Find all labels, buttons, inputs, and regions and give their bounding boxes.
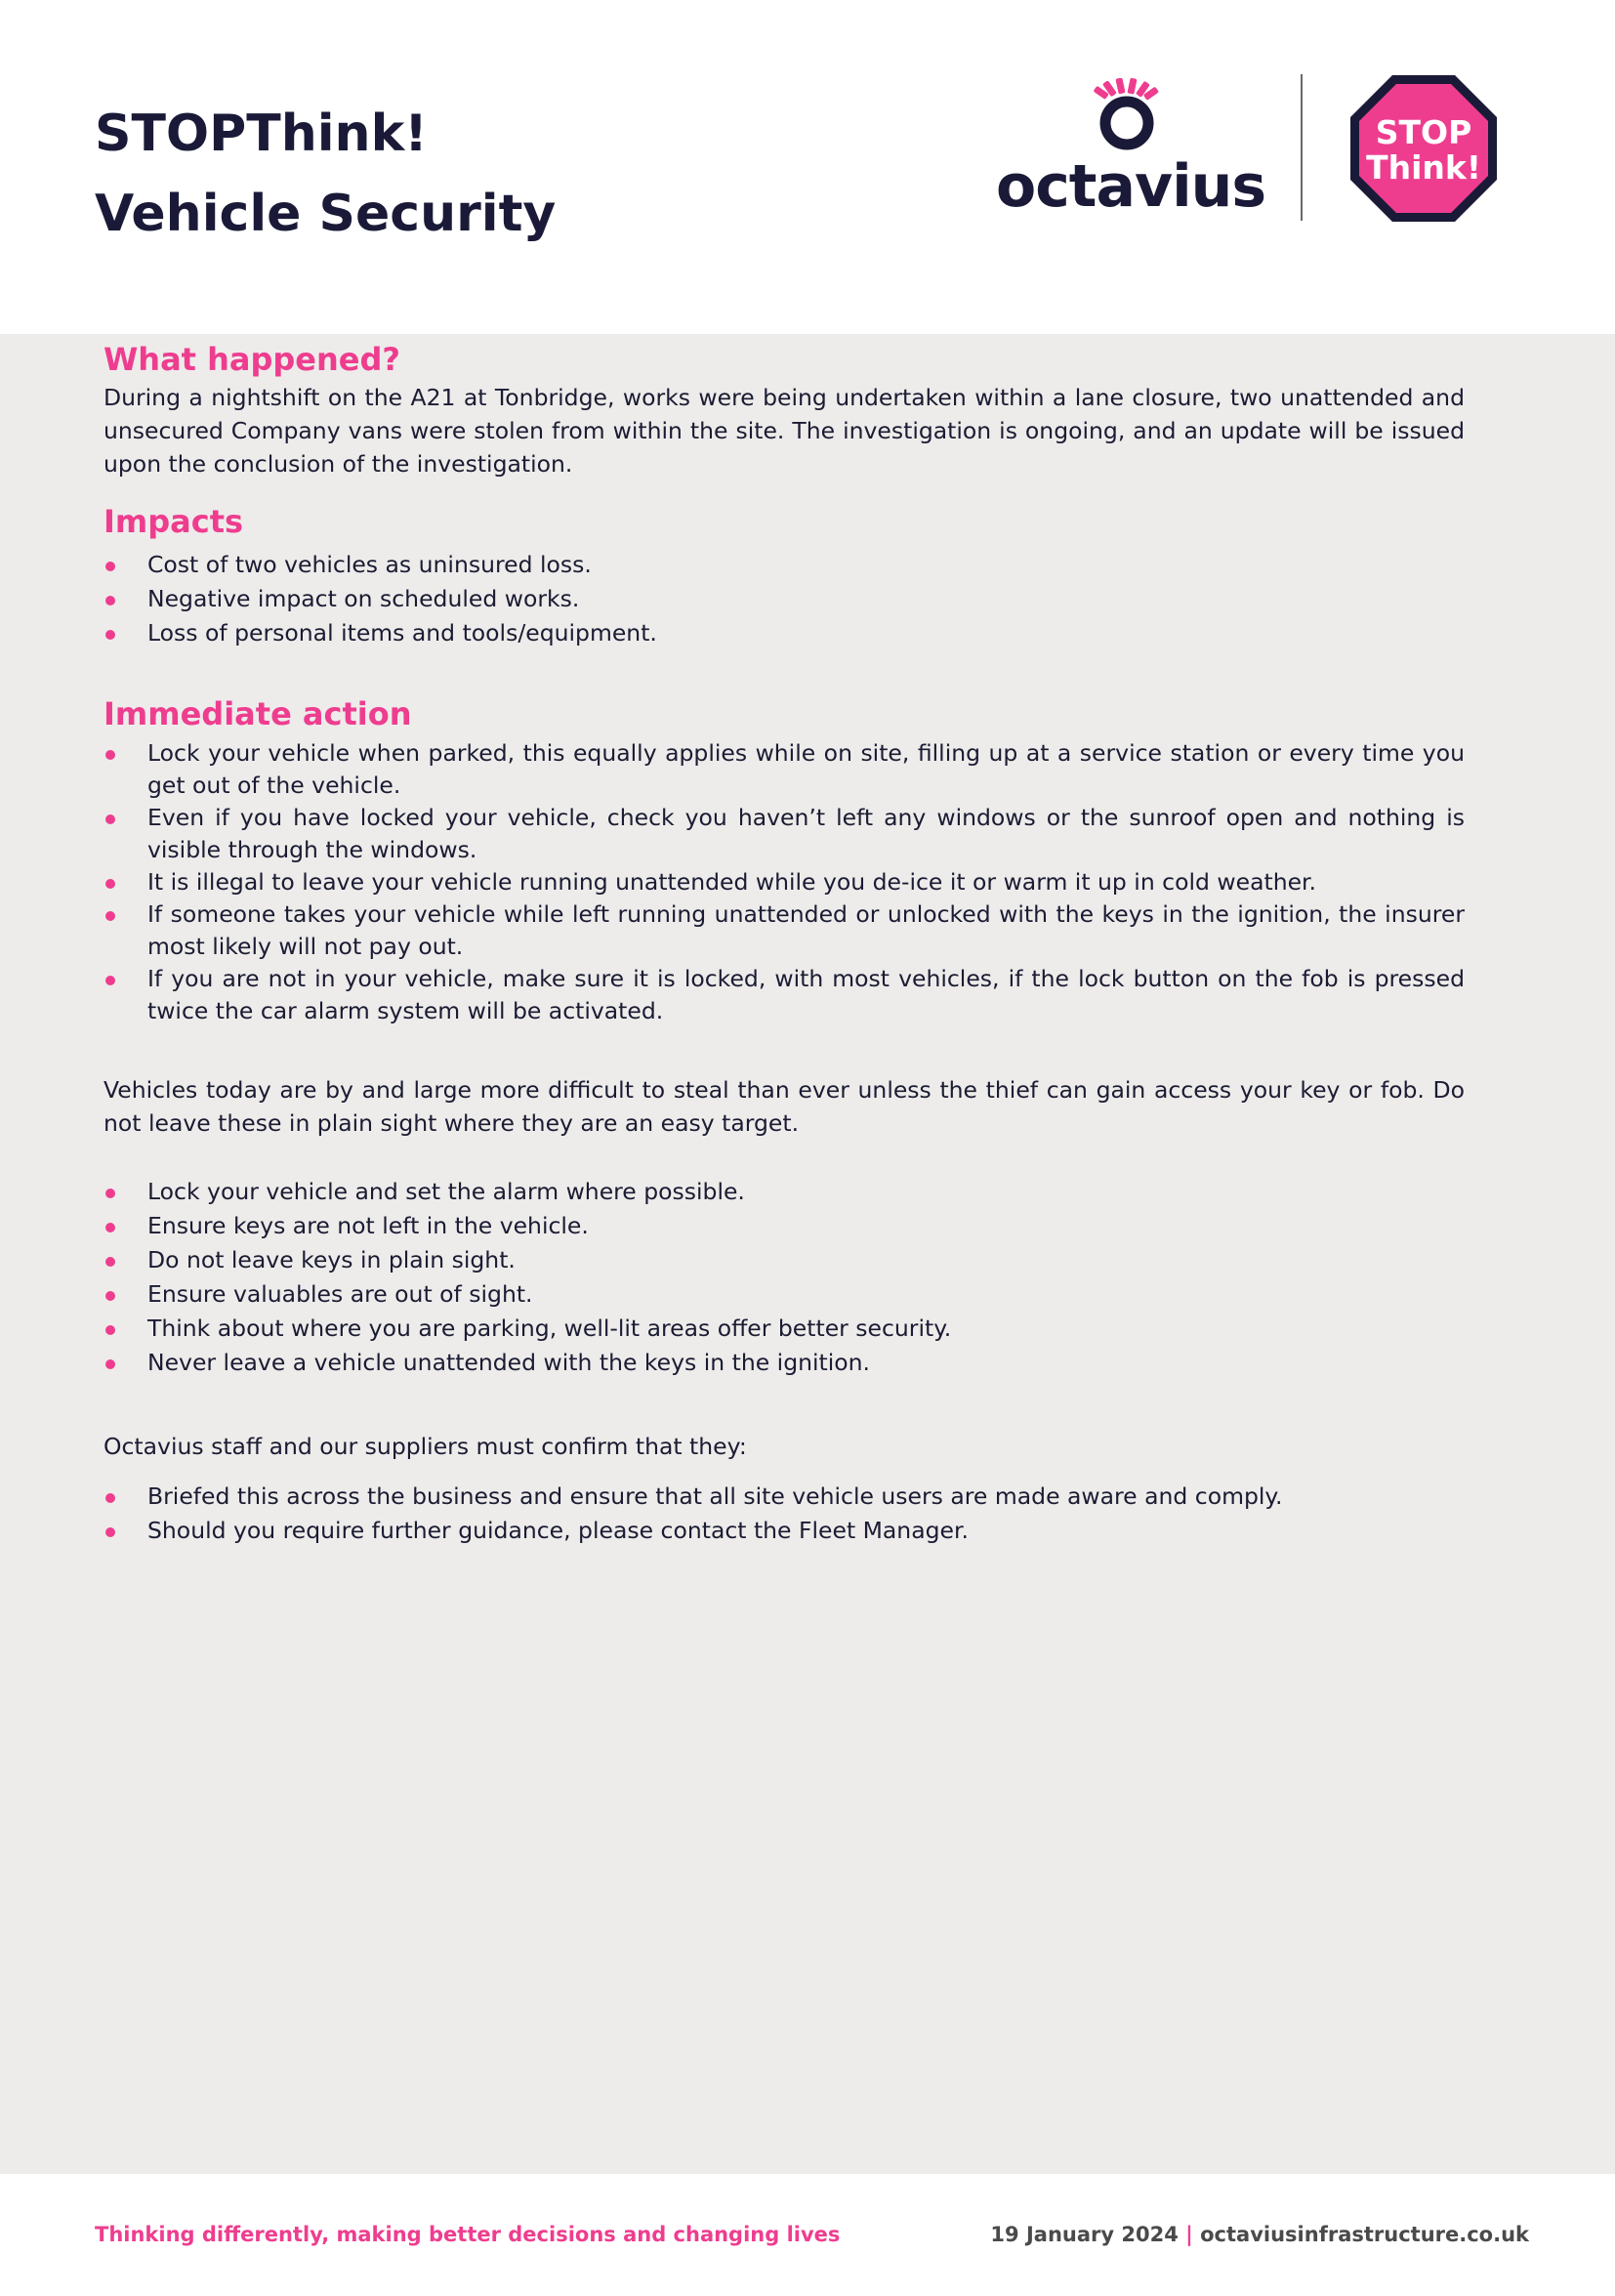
list-item: Think about where you are parking, well-lit areas offer better security. bbox=[104, 1313, 1465, 1345]
list-item: Even if you have locked your vehicle, check you haven’t left any windows or the sunroof open and nothing is visible through the windows. bbox=[104, 802, 1465, 866]
footer-tagline: Thinking differently, making better decisions and changing lives bbox=[95, 2223, 841, 2246]
list-item: Lock your vehicle when parked, this equally applies while on site, filling up at a service station or every time you get out of the vehicle. bbox=[104, 737, 1465, 802]
footer bbox=[0, 2174, 1615, 2296]
what-happened-text: During a nightshift on the A21 at Tonbridge, works were being undertaken within a lane closure, two unattended and unsecured Company vans were stolen from within the site. The investigation is ongoing, and an update will be issued upon the conclusion of the investigation. bbox=[104, 384, 1465, 478]
badge-text bbox=[1347, 115, 1500, 186]
list-item: If someone takes your vehicle while left running unattended or unlocked with the keys in the ignition, the insurer most likely will not pay out. bbox=[104, 898, 1465, 963]
list-item: Negative impact on scheduled works. bbox=[104, 583, 1465, 615]
title-line-2: Vehicle Security bbox=[95, 185, 557, 243]
heading-impacts: Impacts bbox=[104, 503, 244, 540]
logo-wordmark: octavius bbox=[996, 152, 1266, 221]
list-item: Never leave a vehicle unattended with the keys in the ignition. bbox=[104, 1347, 1465, 1379]
list-item: Should you require further guidance, please contact the Fleet Manager. bbox=[104, 1515, 1465, 1547]
footer-separator: | bbox=[1185, 2223, 1193, 2246]
tips-list bbox=[104, 1176, 1465, 1381]
title-line-1: STOPThink! bbox=[95, 104, 428, 163]
footer-website-link[interactable]: octaviusinfrastructure.co.uk bbox=[1200, 2223, 1529, 2246]
main-content bbox=[0, 334, 1615, 2174]
list-item: It is illegal to leave your vehicle running unattended while you de-ice it or warm it up in cold weather. bbox=[104, 866, 1465, 898]
confirm-list bbox=[104, 1481, 1465, 1549]
list-item: If you are not in your vehicle, make sure it is locked, with most vehicles, if the lock button on the fob is pressed twice the car alarm system will be activated. bbox=[104, 963, 1465, 1027]
page-title bbox=[95, 94, 556, 254]
list-item: Cost of two vehicles as uninsured loss. bbox=[104, 549, 1465, 581]
list-item: Briefed this across the business and ensure that all site vehicle users are made aware and comply. bbox=[104, 1481, 1465, 1513]
footer-info bbox=[990, 2223, 1529, 2246]
header-divider bbox=[1301, 74, 1303, 221]
confirm-text: Octavius staff and our suppliers must confirm that they: bbox=[104, 1433, 747, 1460]
list-item: Ensure keys are not left in the vehicle. bbox=[104, 1210, 1465, 1242]
octavius-logo-mark-icon bbox=[1088, 78, 1166, 156]
list-item: Do not leave keys in plain sight. bbox=[104, 1244, 1465, 1276]
list-item: Loss of personal items and tools/equipment. bbox=[104, 617, 1465, 649]
vehicles-today-text: Vehicles today are by and large more difficult to steal than ever unless the thief can gain access your key or fob. Do not leave these in plain sight where they are an easy target. bbox=[104, 1076, 1465, 1137]
octavius-logo bbox=[996, 78, 1266, 225]
footer-date: 19 January 2024 bbox=[990, 2223, 1179, 2246]
stop-think-badge bbox=[1347, 72, 1500, 225]
heading-immediate-action: Immediate action bbox=[104, 695, 412, 732]
list-item: Lock your vehicle and set the alarm where possible. bbox=[104, 1176, 1465, 1208]
badge-line-1: STOP bbox=[1375, 113, 1472, 151]
immediate-action-list bbox=[104, 737, 1465, 1027]
list-item: Ensure valuables are out of sight. bbox=[104, 1278, 1465, 1311]
impacts-list bbox=[104, 549, 1465, 651]
header bbox=[0, 0, 1615, 334]
badge-line-2: Think! bbox=[1366, 148, 1481, 187]
heading-what-happened: What happened? bbox=[104, 341, 400, 378]
